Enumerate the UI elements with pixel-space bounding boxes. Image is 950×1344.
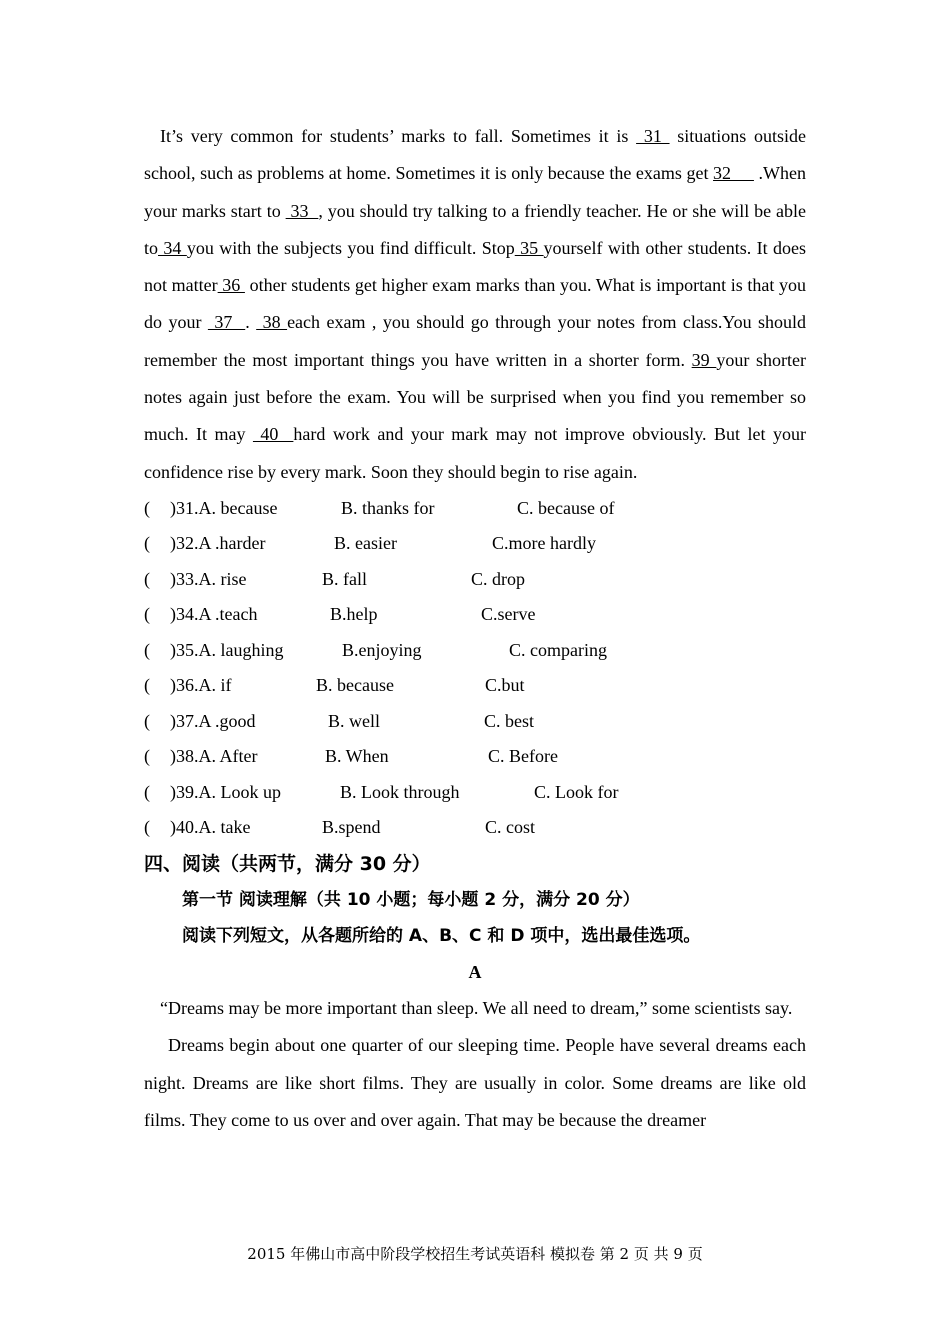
option-b: B. Look through <box>340 781 460 802</box>
answer-paren: ( <box>144 497 150 518</box>
option-c: C. cost <box>485 817 536 838</box>
option-c: C.but <box>485 675 525 696</box>
option-row-38 <box>144 739 806 775</box>
option-row-31 <box>144 491 806 527</box>
answer-paren: ( <box>144 568 150 589</box>
option-a: )40.A. take <box>170 817 251 838</box>
cloze-text: other students get higher exam marks than you. What is important is that you do your <box>144 275 806 333</box>
cloze-text: It’s very common for students’ marks to fall. Sometimes it is <box>160 126 637 146</box>
option-row-40 <box>144 810 806 846</box>
cloze-text: . <box>245 312 257 333</box>
option-b: B.help <box>330 604 378 625</box>
options-list <box>144 491 806 846</box>
cloze-text: each exam , you should go through your notes from class.You should remember the most important things you have written in a shorter form. <box>144 312 807 370</box>
answer-paren: ( <box>144 533 150 554</box>
option-b: B. because <box>316 675 394 696</box>
option-row-35 <box>144 633 806 669</box>
blank-40: 40 <box>252 424 294 445</box>
reading-paragraph: “Dreams may be more important than sleep. We all need to dream,” some scientists say. <box>160 997 793 1018</box>
blank-32: 32 <box>713 163 754 184</box>
blank-37: 37 <box>207 312 246 333</box>
option-b: B. thanks for <box>341 497 435 518</box>
option-a: )32.A .harder <box>170 533 266 554</box>
answer-paren: ( <box>144 781 150 802</box>
option-a: )31.A. because <box>170 497 278 518</box>
option-c: C. because of <box>517 497 615 518</box>
option-c: C. Before <box>488 746 558 767</box>
blank-34: 34 <box>158 237 187 258</box>
cloze-text: hard work and your mark may not improve obviously. But let your confidence rise by every mark. Soon they should begin to rise again. <box>144 424 806 482</box>
option-row-36 <box>144 668 806 704</box>
cloze-text: situations outside school, such as problems at home. Sometimes it is only because the exams get <box>144 126 806 184</box>
answer-paren: ( <box>144 639 150 660</box>
answer-paren: ( <box>144 604 150 625</box>
blank-35: 35 <box>514 237 544 258</box>
cloze-passage <box>144 118 806 491</box>
page-footer: 2015 年佛山市高中阶段学校招生考试英语科 模拟卷 第 2 页 共 9 页 <box>247 1245 703 1263</box>
option-c: C.more hardly <box>492 533 596 554</box>
cloze-text: .When your marks start to <box>144 163 806 221</box>
instruction: 阅读下列短文，从各题所给的 A、B、C 和 D 项中，选出最佳选项。 <box>182 925 701 946</box>
option-a: )38.A. After <box>170 746 258 767</box>
option-b: B.enjoying <box>342 639 422 660</box>
answer-paren: ( <box>144 675 150 696</box>
part-title: 第一节 阅读理解（共 10 小题；每小题 2 分，满分 20 分） <box>182 889 640 910</box>
option-c: C. drop <box>471 568 525 589</box>
option-a: )36.A. if <box>170 675 232 696</box>
cloze-text: , you should try talking to a friendly teacher. He or she will be able to <box>144 200 806 258</box>
reading-paragraph: Dreams begin about one quarter of our sleeping time. People have several dreams each night. Dreams are like short films. They are usually in color. Some dreams are like old films. They come to us over and over again. That may be because the dreamer <box>144 1035 806 1130</box>
blank-38: 38 <box>256 312 288 333</box>
blank-39: 39 <box>691 349 717 370</box>
option-a: )33.A. rise <box>170 568 247 589</box>
option-b: B. When <box>325 746 389 767</box>
answer-paren: ( <box>144 817 150 838</box>
section-title: 四、阅读（共两节，满分 30 分） <box>144 852 431 875</box>
option-a: )34.A .teach <box>170 604 258 625</box>
option-row-39 <box>144 775 806 811</box>
option-row-33 <box>144 562 806 598</box>
option-row-34 <box>144 597 806 633</box>
passage-label: A <box>468 961 482 982</box>
option-a: )37.A .good <box>170 710 256 731</box>
option-a: )35.A. laughing <box>170 639 284 660</box>
page-content <box>144 118 806 1139</box>
blank-31: 31 <box>636 126 670 146</box>
cloze-text: your shorter notes again just before the exam. You will be surprised when you find you remember so much. It may <box>144 349 806 445</box>
blank-36: 36 <box>217 275 245 296</box>
answer-paren: ( <box>144 710 150 731</box>
option-row-37 <box>144 704 806 740</box>
option-row-32 <box>144 526 806 562</box>
option-b: B. fall <box>322 568 367 589</box>
cloze-text: yourself with other students. It does not matter <box>144 237 806 296</box>
answer-paren: ( <box>144 746 150 767</box>
option-b: B. easier <box>334 533 397 554</box>
option-c: C. best <box>484 710 535 731</box>
option-b: B.spend <box>322 817 381 838</box>
option-a: )39.A. Look up <box>170 781 281 802</box>
option-c: C. Look for <box>534 781 619 802</box>
blank-33: 33 <box>285 200 319 221</box>
option-b: B. well <box>328 710 380 731</box>
option-c: C. comparing <box>509 639 607 660</box>
option-c: C.serve <box>481 604 536 625</box>
cloze-text: you with the subjects you find difficult. Stop <box>186 237 515 258</box>
